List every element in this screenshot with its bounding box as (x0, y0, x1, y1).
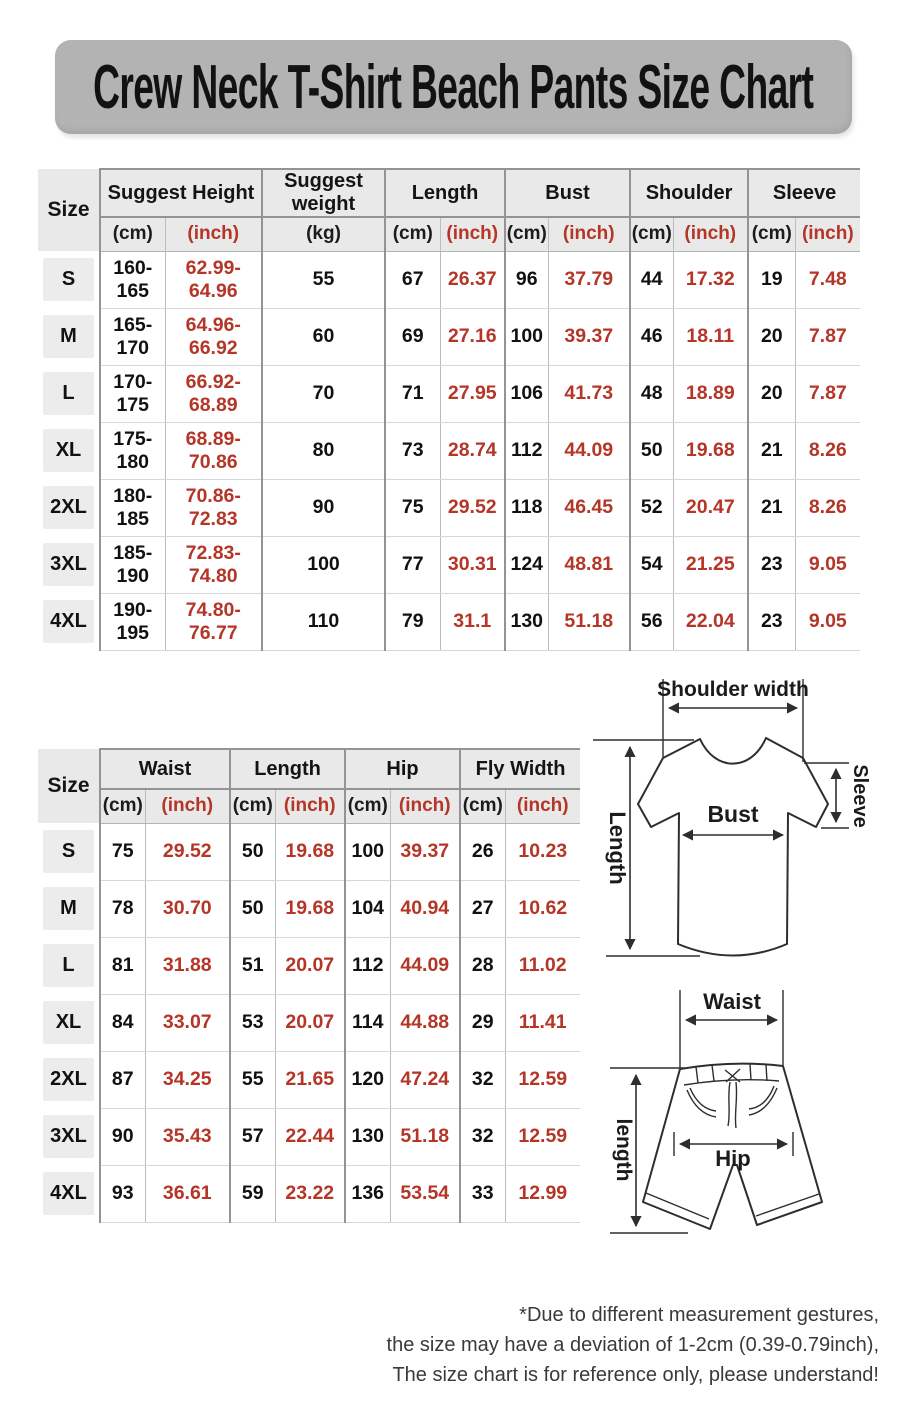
table-cell: 70 (262, 365, 385, 422)
table-cell: 28.74 (440, 422, 505, 479)
size-label: 3XL (43, 1115, 94, 1158)
unit-header: (cm) (345, 789, 390, 823)
table-cell: 26.37 (440, 251, 505, 308)
table-cell: 75 (100, 823, 145, 880)
unit-header: (cm) (505, 217, 548, 251)
table-cell: 104 (345, 880, 390, 937)
table-cell: 20 (748, 365, 795, 422)
table-cell: 51.18 (548, 593, 630, 650)
table-cell: 22.04 (673, 593, 748, 650)
table-row (38, 823, 580, 880)
unit-header: (cm) (748, 217, 795, 251)
table-cell: 21 (748, 479, 795, 536)
column-group-header: Size (38, 749, 100, 823)
table-cell: 35.43 (145, 1108, 230, 1165)
table-cell: 23.22 (275, 1165, 345, 1222)
table-cell: 67 (385, 251, 440, 308)
table-cell: 136 (345, 1165, 390, 1222)
table-cell: 70.86-72.83 (165, 479, 262, 536)
table-cell: 75 (385, 479, 440, 536)
pocket-right (749, 1086, 777, 1115)
table-cell: 96 (505, 251, 548, 308)
shirt-table-header (38, 169, 860, 251)
table-cell: 124 (505, 536, 548, 593)
table-cell: 12.59 (505, 1108, 580, 1165)
table-cell: 27 (460, 880, 505, 937)
table-cell: 18.89 (673, 365, 748, 422)
table-cell: 81 (100, 937, 145, 994)
table-cell: 44.88 (390, 994, 460, 1051)
shirt-length-label: Length (605, 811, 630, 885)
size-label: M (43, 315, 94, 358)
unit-header: (inch) (165, 217, 262, 251)
tshirt-diagram (590, 666, 907, 988)
table-row (38, 536, 860, 593)
unit-header: (inch) (275, 789, 345, 823)
table-cell: 46 (630, 308, 673, 365)
unit-header: (cm) (100, 217, 165, 251)
column-group-header: Size (38, 169, 100, 251)
table-cell: 130 (345, 1108, 390, 1165)
table-cell: 20 (748, 308, 795, 365)
title-banner (55, 40, 852, 134)
shoulder-width-label: Shoulder width (657, 678, 809, 701)
table-cell: 46.45 (548, 479, 630, 536)
unit-header: (inch) (390, 789, 460, 823)
table-cell: 47.24 (390, 1051, 460, 1108)
table-cell: 118 (505, 479, 548, 536)
table-cell: 11.02 (505, 937, 580, 994)
table-cell: 27.16 (440, 308, 505, 365)
table-cell: 68.89-70.86 (165, 422, 262, 479)
column-group-header: Length (230, 749, 345, 789)
table-cell: 114 (345, 994, 390, 1051)
table-cell: 106 (505, 365, 548, 422)
unit-header: (cm) (385, 217, 440, 251)
pants-size-table (38, 748, 580, 1223)
disclaimer-line: the size may have a deviation of 1-2cm (0.39-0.79inch), (386, 1334, 879, 1356)
table-cell: 48 (630, 365, 673, 422)
size-label: XL (43, 429, 94, 472)
table-cell: 50 (230, 880, 275, 937)
unit-header: (cm) (460, 789, 505, 823)
table-cell: 29.52 (440, 479, 505, 536)
table-cell: 27.95 (440, 365, 505, 422)
table-cell: 165-170 (100, 308, 165, 365)
table-cell: 69 (385, 308, 440, 365)
table-cell: 10.62 (505, 880, 580, 937)
table-cell: 55 (262, 251, 385, 308)
drawstring (725, 1069, 740, 1128)
table-cell: 120 (345, 1051, 390, 1108)
unit-header: (inch) (505, 789, 580, 823)
disclaimer-line: *Due to different measurement gestures, (519, 1304, 879, 1326)
table-cell: 40.94 (390, 880, 460, 937)
table-cell: 20.07 (275, 937, 345, 994)
table-cell: 185-190 (100, 536, 165, 593)
size-label: S (43, 258, 94, 301)
pants-table-header (38, 749, 580, 823)
unit-header: (inch) (673, 217, 748, 251)
table-cell: 22.44 (275, 1108, 345, 1165)
table-cell: 44.09 (548, 422, 630, 479)
table-cell: 170-175 (100, 365, 165, 422)
table-row (38, 880, 580, 937)
table-cell: 31.88 (145, 937, 230, 994)
table-cell: 52 (630, 479, 673, 536)
bust-label: Bust (707, 801, 759, 827)
shirt-size-table (38, 168, 860, 651)
table-row (38, 994, 580, 1051)
table-cell: 48.81 (548, 536, 630, 593)
size-label: L (43, 944, 94, 987)
table-cell: 60 (262, 308, 385, 365)
table-cell: 7.87 (795, 365, 860, 422)
table-cell: 59 (230, 1165, 275, 1222)
table-cell: 77 (385, 536, 440, 593)
column-group-header: Suggest Height (100, 169, 262, 217)
table-cell: 29 (460, 994, 505, 1051)
table-cell: 33 (460, 1165, 505, 1222)
hip-label: Hip (715, 1146, 751, 1171)
table-cell: 112 (505, 422, 548, 479)
table-cell: 110 (262, 593, 385, 650)
table-cell: 87 (100, 1051, 145, 1108)
table-row (38, 422, 860, 479)
column-group-header: Fly Width (460, 749, 580, 789)
table-row (38, 1108, 580, 1165)
table-cell: 39.37 (390, 823, 460, 880)
table-cell: 190-195 (100, 593, 165, 650)
page-title: Crew Neck T-Shirt Beach Pants Size Chart (93, 52, 814, 122)
table-cell: 74.80-76.77 (165, 593, 262, 650)
unit-header: (kg) (262, 217, 385, 251)
table-cell: 19.68 (275, 880, 345, 937)
size-label: 3XL (43, 543, 94, 586)
table-cell: 21.65 (275, 1051, 345, 1108)
table-cell: 64.96-66.92 (165, 308, 262, 365)
column-group-header: Length (385, 169, 505, 217)
size-label: 2XL (43, 1058, 94, 1101)
pants-table-body (38, 823, 580, 1222)
table-cell: 37.79 (548, 251, 630, 308)
table-row (38, 1165, 580, 1222)
table-cell: 112 (345, 937, 390, 994)
table-cell: 9.05 (795, 593, 860, 650)
table-cell: 31.1 (440, 593, 505, 650)
table-cell: 39.37 (548, 308, 630, 365)
column-group-header: Hip (345, 749, 460, 789)
unit-header: (inch) (440, 217, 505, 251)
unit-header: (inch) (145, 789, 230, 823)
column-group-header: Bust (505, 169, 630, 217)
table-row (38, 251, 860, 308)
table-cell: 17.32 (673, 251, 748, 308)
table-cell: 71 (385, 365, 440, 422)
table-cell: 180-185 (100, 479, 165, 536)
table-cell: 21.25 (673, 536, 748, 593)
size-label: L (43, 372, 94, 415)
table-row (38, 1051, 580, 1108)
table-cell: 56 (630, 593, 673, 650)
table-cell: 55 (230, 1051, 275, 1108)
table-cell: 19.68 (275, 823, 345, 880)
size-label: XL (43, 1001, 94, 1044)
table-cell: 30.31 (440, 536, 505, 593)
table-cell: 54 (630, 536, 673, 593)
table-cell: 29.52 (145, 823, 230, 880)
table-cell: 90 (262, 479, 385, 536)
size-label: 4XL (43, 600, 94, 643)
size-label: 4XL (43, 1172, 94, 1215)
table-cell: 57 (230, 1108, 275, 1165)
table-cell: 7.87 (795, 308, 860, 365)
tshirt-outline-shape (638, 738, 828, 956)
table-row (38, 937, 580, 994)
unit-header: (cm) (230, 789, 275, 823)
table-cell: 28 (460, 937, 505, 994)
table-cell: 20.07 (275, 994, 345, 1051)
size-label: M (43, 887, 94, 930)
table-cell: 50 (230, 823, 275, 880)
table-cell: 72.83-74.80 (165, 536, 262, 593)
table-cell: 11.41 (505, 994, 580, 1051)
table-cell: 175-180 (100, 422, 165, 479)
table-row (38, 308, 860, 365)
shirt-table-body (38, 251, 860, 650)
disclaimer-note (219, 1300, 879, 1390)
table-cell: 32 (460, 1108, 505, 1165)
size-label: 2XL (43, 486, 94, 529)
unit-header: (inch) (548, 217, 630, 251)
table-cell: 19.68 (673, 422, 748, 479)
column-group-header: Waist (100, 749, 230, 789)
shorts-diagram (590, 978, 907, 1278)
table-cell: 84 (100, 994, 145, 1051)
table-cell: 79 (385, 593, 440, 650)
unit-header: (cm) (630, 217, 673, 251)
size-label: S (43, 830, 94, 873)
column-group-header: Sleeve (748, 169, 860, 217)
table-cell: 73 (385, 422, 440, 479)
table-cell: 9.05 (795, 536, 860, 593)
table-cell: 12.59 (505, 1051, 580, 1108)
table-cell: 53.54 (390, 1165, 460, 1222)
table-cell: 8.26 (795, 479, 860, 536)
shorts-length-label: length (612, 1118, 635, 1182)
sleeve-label: Sleeve (849, 764, 871, 828)
table-cell: 50 (630, 422, 673, 479)
table-cell: 7.48 (795, 251, 860, 308)
table-cell: 12.99 (505, 1165, 580, 1222)
table-cell: 44.09 (390, 937, 460, 994)
table-row (38, 479, 860, 536)
table-cell: 90 (100, 1108, 145, 1165)
table-cell: 66.92-68.89 (165, 365, 262, 422)
table-cell: 19 (748, 251, 795, 308)
table-cell: 93 (100, 1165, 145, 1222)
table-cell: 53 (230, 994, 275, 1051)
table-cell: 51 (230, 937, 275, 994)
table-cell: 41.73 (548, 365, 630, 422)
table-cell: 80 (262, 422, 385, 479)
table-cell: 78 (100, 880, 145, 937)
table-cell: 10.23 (505, 823, 580, 880)
table-cell: 100 (505, 308, 548, 365)
table-cell: 160-165 (100, 251, 165, 308)
unit-header: (cm) (100, 789, 145, 823)
table-row (38, 593, 860, 650)
table-cell: 130 (505, 593, 548, 650)
table-cell: 44 (630, 251, 673, 308)
table-cell: 23 (748, 593, 795, 650)
table-cell: 21 (748, 422, 795, 479)
table-cell: 26 (460, 823, 505, 880)
table-cell: 100 (345, 823, 390, 880)
table-cell: 51.18 (390, 1108, 460, 1165)
pocket-left (687, 1088, 716, 1117)
table-cell: 100 (262, 536, 385, 593)
disclaimer-line: The size chart is for reference only, please understand! (392, 1364, 879, 1386)
table-cell: 30.70 (145, 880, 230, 937)
column-group-header: Suggest weight (262, 169, 385, 217)
column-group-header: Shoulder (630, 169, 748, 217)
table-cell: 36.61 (145, 1165, 230, 1222)
table-cell: 8.26 (795, 422, 860, 479)
waist-label: Waist (703, 989, 761, 1014)
unit-header: (inch) (795, 217, 860, 251)
table-cell: 34.25 (145, 1051, 230, 1108)
table-cell: 23 (748, 536, 795, 593)
table-row (38, 365, 860, 422)
table-cell: 33.07 (145, 994, 230, 1051)
table-cell: 20.47 (673, 479, 748, 536)
table-cell: 62.99-64.96 (165, 251, 262, 308)
table-cell: 18.11 (673, 308, 748, 365)
table-cell: 32 (460, 1051, 505, 1108)
